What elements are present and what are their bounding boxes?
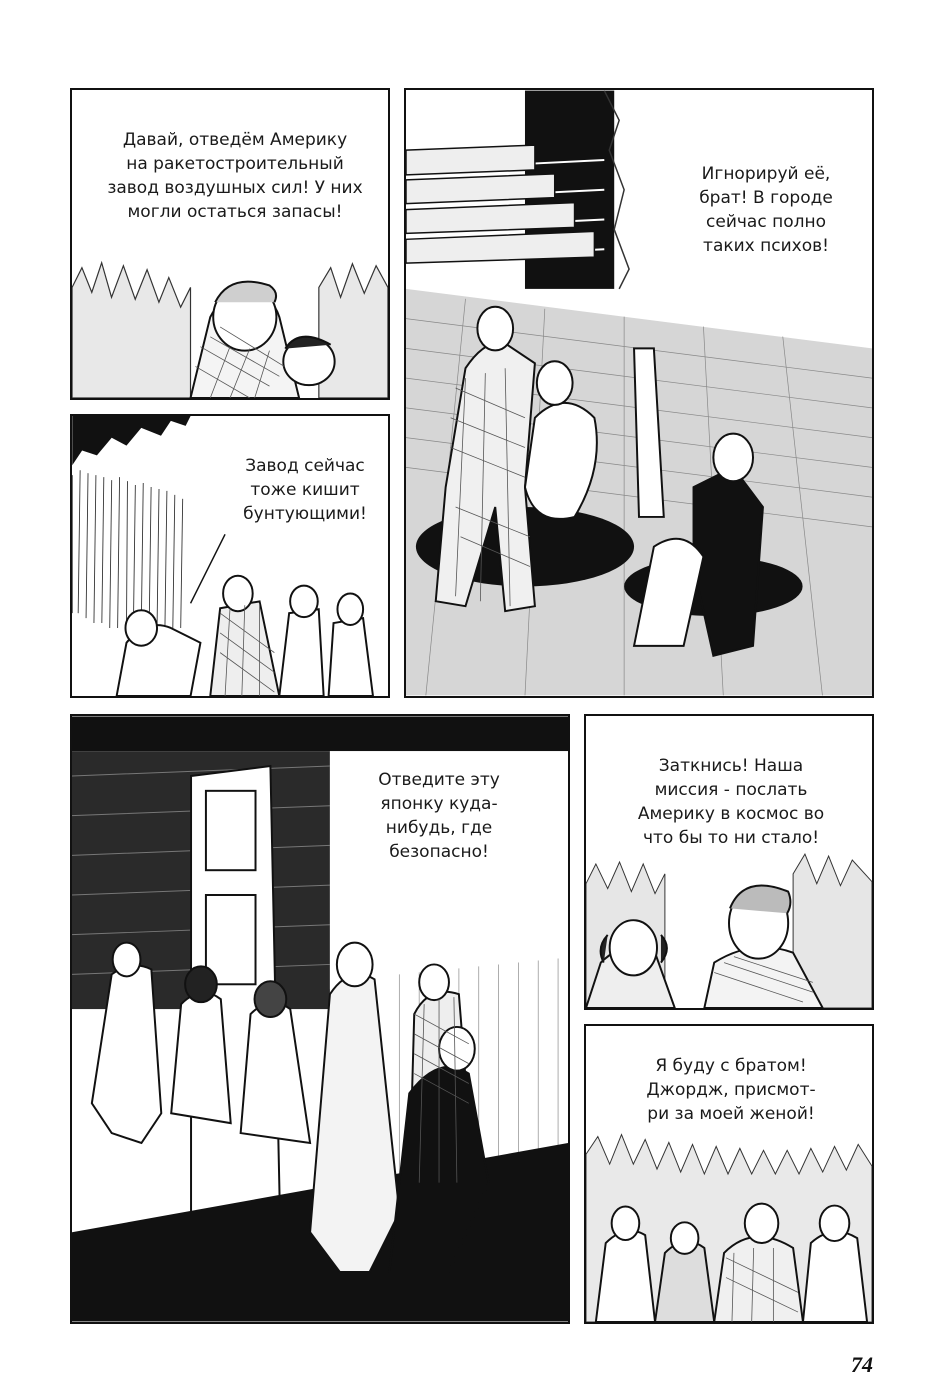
speech-bubble-3: Завод сейчас тоже кишит бунтующими! [243, 456, 367, 524]
panel-1 [70, 88, 390, 400]
panel-4 [70, 714, 570, 1324]
speech-bubble-2: Игнорируй её, брат! В городе сейчас полно таких психов! [699, 164, 833, 256]
panel-2 [404, 88, 874, 698]
speech-bubble-4: Отведите эту японку куда- нибудь, где безопасно! [378, 770, 500, 862]
speech-bubble-5: Заткнись! Наша миссия - послать Америку в космос во что бы то ни стало! [637, 756, 825, 848]
panel-5 [584, 714, 874, 1010]
speech-bubble-6: Я буду с братом! Джордж, присмот- ри за моей женой! [646, 1056, 816, 1124]
speech-bubble-1: Давай, отведём Америку на ракетостроительный завод воздушных сил! У них могли остаться запасы! [107, 130, 363, 222]
page-number: 74 [851, 1352, 873, 1377]
panel-3 [70, 414, 390, 698]
panel-6 [584, 1024, 874, 1324]
